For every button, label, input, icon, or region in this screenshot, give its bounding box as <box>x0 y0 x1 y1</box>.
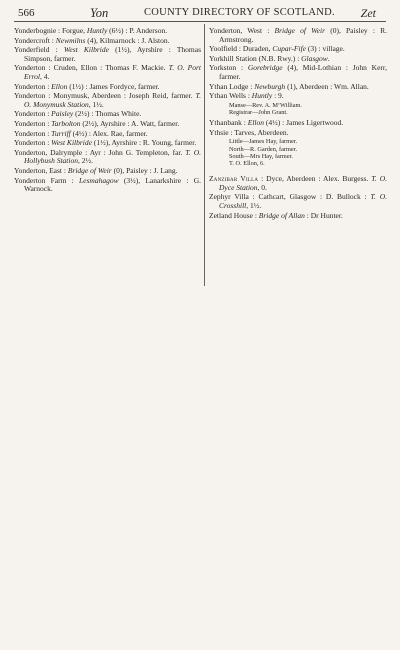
right-column-entries-b <box>209 119 387 137</box>
entry-text: Yonderfield : <box>14 45 64 55</box>
entry-place-name: Zanzibar Villa <box>209 174 259 184</box>
ythan-wells-subentries <box>209 102 387 116</box>
directory-entry <box>209 55 387 64</box>
entry-detail: (4), Mid-Lothian : John Kerr, farmer. <box>219 63 388 81</box>
entry-post-town: Bridge of Allan <box>258 210 305 220</box>
entry-post-town: Newmilns <box>55 35 86 45</box>
running-head-right: Zet <box>360 6 376 20</box>
entry-detail: (2½) : Thomas White. <box>73 109 142 119</box>
directory-entry <box>209 212 387 221</box>
entry-text: Yonderton : Cruden, Ellon : Thomas F. Mackie. <box>14 63 169 73</box>
entry-text: Yonderton : Monymusk, Aberdeen : Joseph Reid, farmer. <box>14 91 196 101</box>
entry-detail: , 1½. <box>88 99 104 109</box>
sub-entry: Manse—Rev. A. M‘William. <box>229 101 302 109</box>
entry-detail: : 9. <box>272 91 284 101</box>
entry-post-town: Tarbolton <box>51 118 81 128</box>
directory-entry <box>14 120 201 129</box>
directory-entry <box>209 175 387 192</box>
entry-text: Zephyr Villa : Cathcart, Glasgow : D. Bullock : <box>209 192 371 202</box>
entry-detail: (1½) : James Fordyce, farmer. <box>67 81 160 91</box>
entry-text: Yoolfield : Duraden, <box>209 44 273 54</box>
entry-detail: (3) : village. <box>306 44 345 54</box>
entry-post-town: Paisley <box>51 109 74 119</box>
directory-entry <box>14 167 201 176</box>
sub-entry: North—R. Garden, farmer. <box>229 145 298 153</box>
directory-entry <box>209 92 387 101</box>
entry-text: Yonderton Farm : <box>14 175 79 185</box>
ythsie-subentries <box>209 138 387 167</box>
entry-post-town: Cupar-Fife <box>272 44 307 54</box>
entry-text: Yonderton : <box>14 128 52 138</box>
entry-detail: (2½), Ayrshire : A. Watt, farmer. <box>80 118 180 128</box>
entry-text: Yorkston : <box>209 63 248 73</box>
entry-text: Yonderton : <box>14 81 52 91</box>
entry-post-town: T. O. Dyce Station <box>219 174 387 192</box>
entry-post-town: West Kilbride <box>51 138 92 148</box>
entry-post-town: Bridge of Weir <box>67 165 112 175</box>
entry-post-town: T. O. Monymusk Station <box>24 91 201 109</box>
entry-text: Yonderton : <box>14 109 52 119</box>
directory-entry <box>209 45 387 54</box>
entry-post-town: T. O. Crosshill <box>219 192 387 210</box>
entry-text: Yorkhill Station (N.B. Rwy.) : <box>209 53 302 63</box>
entry-detail: . <box>327 53 330 63</box>
entry-text: Yonderton, East : <box>14 165 68 175</box>
directory-entry <box>14 83 201 92</box>
entry-detail: (6½) : P. Anderson. <box>107 26 168 35</box>
directory-entry <box>14 149 201 166</box>
entry-text: Zetland House : <box>209 210 259 220</box>
entry-detail: (0), Paisley : R. Armstrong. <box>219 26 388 44</box>
directory-entry <box>209 83 387 92</box>
entry-post-town: T. O. Port Errol <box>24 63 201 81</box>
entry-detail: (3½), Lanarkshire : G. Warnock. <box>24 175 201 194</box>
directory-entry <box>14 27 201 36</box>
directory-entry <box>209 64 387 81</box>
entry-post-town: Gorebridge <box>247 63 283 73</box>
directory-entry <box>14 139 201 148</box>
entry-text: Ythsie : Tarves, Aberdeen. <box>209 127 289 137</box>
entry-post-town: Ellon <box>51 81 68 91</box>
entry-post-town: T. O. Hollybush Station <box>24 147 201 166</box>
entry-text: Ythanbank : <box>209 118 248 128</box>
entry-detail: , 2½. <box>77 156 93 166</box>
entry-detail: (0), Paisley : J. Lang. <box>111 165 178 175</box>
directory-entry <box>209 193 387 210</box>
entry-text: Ythan Lodge : <box>209 81 255 91</box>
entry-text: Yonderton : <box>14 118 52 128</box>
entry-detail: (1), Aberdeen : Wm. Allan. <box>285 81 369 91</box>
sub-entry: Little—James Hay, farmer. <box>229 138 298 146</box>
entry-detail: , 4. <box>39 71 50 81</box>
entry-detail: (1½), Ayrshire : R. Young, farmer. <box>91 138 197 148</box>
right-column-entries-a <box>209 27 387 101</box>
entry-text: Yonderton, Dalrymple : Ayr : John G. Templeton, far. <box>14 147 186 157</box>
directory-entry <box>14 64 201 81</box>
entry-text: Yonderton, West : <box>209 26 275 35</box>
sub-entry: Registrar—John Grant. <box>229 108 288 116</box>
entry-post-town: Glasgow <box>301 53 328 63</box>
page-number: 566 <box>18 7 35 19</box>
entry-post-town: Huntly <box>86 26 108 35</box>
entry-detail: , 1½. <box>246 200 262 210</box>
entry-detail: : Dr Hunter. <box>304 210 343 220</box>
entry-post-town: Ellon <box>247 118 264 128</box>
sub-entry: T. O. Ellon, 6. <box>229 159 265 167</box>
directory-entry <box>209 119 387 128</box>
entry-post-town: Lesmahagow <box>78 175 119 185</box>
directory-entry <box>14 46 201 63</box>
entry-text: : Dyce, Aberdeen : Alex. Burgess. <box>258 174 372 184</box>
directory-entry <box>14 130 201 139</box>
entry-post-town: Huntly <box>251 91 273 101</box>
entry-detail: (4), Kilmarnock : J. Alston. <box>85 35 170 45</box>
running-header <box>14 5 386 22</box>
entry-post-town: West Kilbride <box>63 45 109 55</box>
left-column <box>14 27 201 195</box>
directory-entry <box>14 92 201 109</box>
entry-text: Yonderbognie : Forgue, <box>14 26 87 35</box>
directory-entry <box>209 129 387 138</box>
entry-post-town: Newburgh <box>254 81 286 91</box>
directory-entry <box>209 27 387 44</box>
entry-detail: , 0. <box>257 182 267 192</box>
running-head-place: Yon <box>90 6 109 20</box>
directory-entry <box>14 110 201 119</box>
entry-post-town: Bridge of Weir <box>274 26 326 35</box>
directory-entry <box>14 177 201 194</box>
directory-entry <box>14 37 201 46</box>
entry-detail: (4½) : Alex. Rae, farmer. <box>70 128 148 138</box>
right-column-entries-z <box>209 175 387 220</box>
sub-entry: South—Mrs Hay, farmer. <box>229 152 293 160</box>
entry-text: Yondercroft : <box>14 35 56 45</box>
right-column <box>209 27 387 221</box>
entry-detail: (4½) : James Ligertwood. <box>264 118 344 128</box>
entry-post-town: Turriff <box>51 128 71 138</box>
running-title: COUNTY DIRECTORY OF SCOTLAND. <box>144 7 335 18</box>
entry-text: Ythan Wells : <box>209 91 252 101</box>
entry-detail: (1½), Ayrshire : Thomas Simpson, farmer. <box>24 45 201 63</box>
entry-text: Yonderton : <box>14 138 52 148</box>
column-divider <box>204 24 205 286</box>
